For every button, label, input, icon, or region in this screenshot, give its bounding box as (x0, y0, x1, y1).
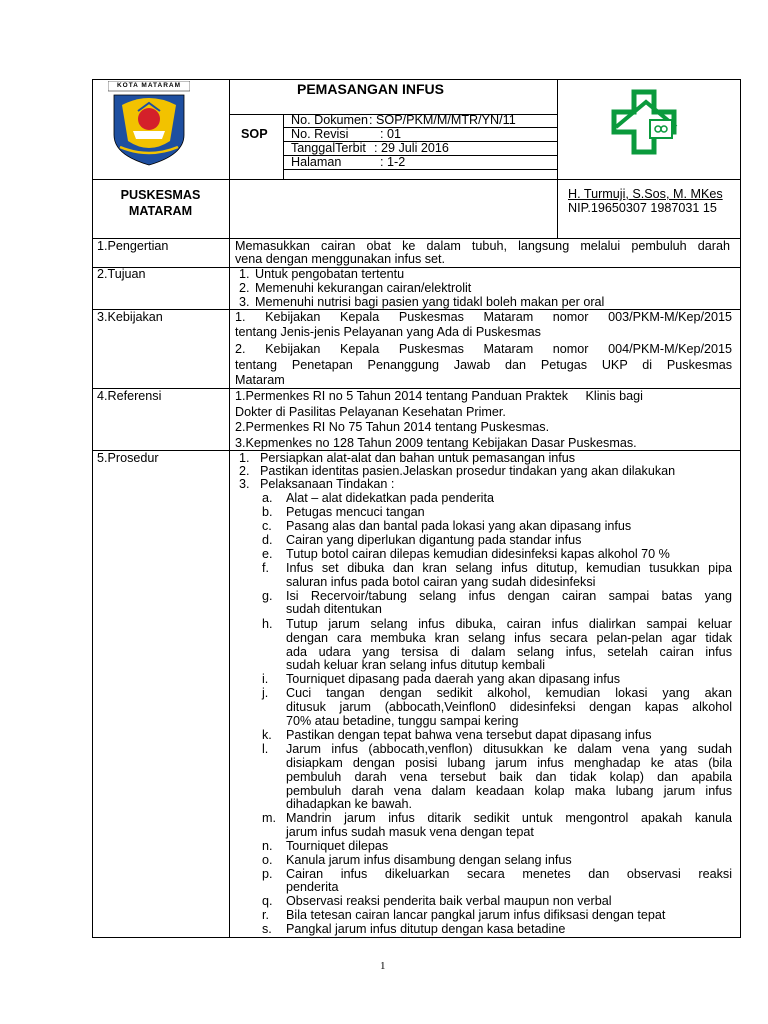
referensi-line: 3.Kepmenkes no 128 Tahun 2009 tentang Kebijakan Dasar Puskesmas. (235, 436, 637, 450)
referensi-line: Dokter di Pasilitas Pelayanan Kesehatan Primer. (235, 405, 506, 419)
header-divider-v1 (229, 79, 230, 239)
step-letter: j. (262, 686, 269, 700)
step-line: Kanula jarum infus disambung dengan selang infus (286, 853, 572, 867)
body-column-divider (229, 238, 230, 938)
step-line: Cairan infus dikeluarkan secara menetes dan observasi reaksi (286, 867, 732, 881)
section-label-kebijakan: 3.Kebijakan (97, 310, 163, 324)
step-line: disiapkam dengan posisi lubang jarum infus menghadap ke atas (bila (286, 756, 732, 770)
puskesmas-cross-icon (602, 78, 692, 168)
step-letter: a. (262, 491, 273, 505)
kebijakan-line: 2. Kebijakan Kepala Puskesmas Mataram nomor 004/PKM-M/Kep/2015 (235, 342, 732, 356)
step-line: saluran infus pada botol cairan yang sudah didesinfeksi (286, 575, 596, 589)
signer-name: H. Turmuji, S.Sos, M. MKes (568, 187, 723, 201)
step-letter: o. (262, 853, 273, 867)
section-label-tujuan: 2.Tujuan (97, 267, 146, 281)
tujuan-item-text: Memenuhi kekurangan cairan/elektrolit (255, 281, 472, 295)
step-letter: f. (262, 561, 269, 575)
tujuan-item-num: 3. (239, 295, 250, 309)
step-letter: p. (262, 867, 273, 881)
header-row-divider (92, 179, 741, 180)
step-letter: e. (262, 547, 273, 561)
step-line: jarum infus sudah masuk vena dengan tepat (286, 825, 534, 839)
section-label-prosedur: 5.Prosedur (97, 451, 159, 465)
step-line: Pangkal jarum infus ditutup dengan kasa betadine (286, 922, 566, 936)
mataram-emblem-icon (108, 81, 190, 167)
tujuan-item-text: Untuk pengobatan tertentu (255, 267, 405, 281)
step-letter: n. (262, 839, 273, 853)
page-number: 1 (380, 960, 386, 972)
step-line: sudah ditentukan (286, 602, 382, 616)
step-letter: h. (262, 617, 273, 631)
step-letter: m. (262, 811, 276, 825)
step-line: Alat – alat didekatkan pada penderita (286, 491, 494, 505)
step-letter: b. (262, 505, 273, 519)
step-line: Bila tetesan cairan lancar pangkal jarum infus difiksasi dengan tepat (286, 908, 666, 922)
kebijakan-line: tentang Jenis-jenis Pelayanan yang Ada di Puskesmas (235, 325, 541, 339)
kebijakan-line: tentang Penetapan Penanggung Jawab dan Petugas UKP di Puskesmas (235, 358, 732, 372)
step-line: ada udara yang tersisa di dalam selang infus, setelah cairan infus (286, 645, 732, 659)
step-letter: d. (262, 533, 273, 547)
step-letter: r. (262, 908, 269, 922)
sop-label: SOP (241, 127, 268, 141)
step-line: dengan cara membuka kran selang infus secara pelan-pelan agar tidak (286, 631, 732, 645)
step-line: Tutup jarum selang infus dibuka, cairan infus dialirkan sampai keluar (286, 617, 732, 631)
tujuan-item-num: 1. (239, 267, 250, 281)
docinfo-value-dokumen: : SOP/PKM/M/MTR/YN/11 (369, 113, 516, 127)
step-line: Pasang alas dan bantal pada lokasi yang akan dipasang infus (286, 519, 632, 533)
step-line: Mandrin jarum infus ditarik sedikit untuk mengontrol apakah kanula (286, 811, 732, 825)
tujuan-item-text: Memenuhi nutrisi bagi pasien yang tidakl boleh makan per oral (255, 295, 605, 309)
tujuan-item-num: 2. (239, 281, 250, 295)
prosedur-item-num: 3. (239, 477, 250, 491)
step-line: pembuluh darah vena dalam keadaan kolap maka lubang jarum infus (286, 784, 732, 798)
page-title: PEMASANGAN INFUS (297, 81, 445, 97)
table-border-right (740, 79, 741, 938)
step-letter: k. (262, 728, 272, 742)
step-letter: q. (262, 894, 273, 908)
step-line: 70% atau betadine, tunggu sampai kering (286, 714, 519, 728)
kota-mataram-emblem (108, 81, 190, 167)
referensi-line: 2.Permenkes RI No 75 Tahun 2014 tentang Puskesmas. (235, 420, 550, 434)
referensi-line: 1.Permenkes RI no 5 Tahun 2014 tentang Panduan Praktek Klinis bagi (235, 389, 643, 403)
step-line: penderita (286, 880, 339, 894)
step-line: Isi Recervoir/tabung selang infus dengan cairan sampai batas yang (286, 589, 732, 603)
step-line: Jarum infus (abbocath,venflon) ditusukkan ke dalam vena yang sudah (286, 742, 732, 756)
step-line: Cuci tangan dengan sedikit alkohol, kemudian lokasi yang akan (286, 686, 732, 700)
docinfo-value-revisi: : 01 (380, 127, 402, 141)
docinfo-label-dokumen: No. Dokumen (291, 113, 368, 127)
org-name-line2: MATARAM (128, 204, 193, 218)
kebijakan-line: Mataram (235, 373, 285, 387)
city-label: KOTA MATARAM (116, 82, 182, 89)
step-line: Tutup botol cairan dilepas kemudian didesinfeksi kapas alkohol 70 % (286, 547, 670, 561)
signer-nip: NIP.19650307 1987031 15 (568, 201, 717, 215)
docinfo-label-halaman: Halaman (291, 155, 342, 169)
kebijakan-line: 1. Kebijakan Kepala Puskesmas Mataram nomor 003/PKM-M/Kep/2015 (235, 310, 732, 324)
org-name-line1: PUSKESMAS (120, 188, 201, 202)
step-line: Observasi reaksi penderita baik verbal maupun non verbal (286, 894, 612, 908)
row-divider-1 (92, 267, 741, 268)
header-divider-v2 (557, 79, 558, 239)
prosedur-item-text: Pelaksanaan Tindakan : (260, 477, 395, 491)
docinfo-label-tanggal: TanggalTerbit (291, 141, 366, 155)
table-border-bottom (92, 937, 741, 938)
step-line: ditusuk jarum (abbocath,Veinflon0 didesinfeksi dengan kapas alkohol (286, 700, 732, 714)
docinfo-value-halaman: : 1-2 (380, 155, 406, 169)
step-letter: s. (262, 922, 272, 936)
prosedur-item-text: Persiapkan alat-alat dan bahan untuk pemasangan infus (260, 451, 576, 465)
pengertian-line: vena dengan menggunakan infus set. (235, 252, 446, 266)
step-line: pembuluh darah vena tersebut baik dan tidak kolap) dan apabila (286, 770, 732, 784)
step-letter: l. (262, 742, 269, 756)
section-label-pengertian: 1.Pengertian (97, 239, 169, 253)
prosedur-item-num: 1. (239, 451, 250, 465)
prosedur-item-num: 2. (239, 464, 250, 478)
step-line: Tourniquet dipasang pada daerah yang akan dipasang infus (286, 672, 620, 686)
step-letter: i. (262, 672, 269, 686)
docinfo-value-tanggal: : 29 Juli 2016 (374, 141, 449, 155)
step-line: sudah keluar kran selang infus ditutup kembali (286, 658, 546, 672)
step-letter: c. (262, 519, 272, 533)
section-label-referensi: 4.Referensi (97, 389, 162, 403)
docinfo-label-revisi: No. Revisi (291, 127, 349, 141)
step-line: Tourniquet dilepas (286, 839, 389, 853)
pengertian-line: Memasukkan cairan obat ke dalam tubuh, langsung melalui pembuluh darah (235, 239, 730, 253)
step-line: Pastikan dengan tepat bahwa vena tersebut dapat dipasang infus (286, 728, 652, 742)
puskesmas-logo (602, 78, 692, 168)
step-letter: g. (262, 589, 273, 603)
step-line: dihadapkan ke bawah. (286, 797, 413, 811)
step-line: Infus set dibuka dan kran selang infus ditutup, kemudian tusukkan pipa (286, 561, 732, 575)
step-line: Petugas mencuci tangan (286, 505, 425, 519)
step-line: Cairan yang diperlukan digantung pada standar infus (286, 533, 582, 547)
prosedur-item-text: Pastikan identitas pasien.Jelaskan prosedur tindakan yang akan dilakukan (260, 464, 676, 478)
